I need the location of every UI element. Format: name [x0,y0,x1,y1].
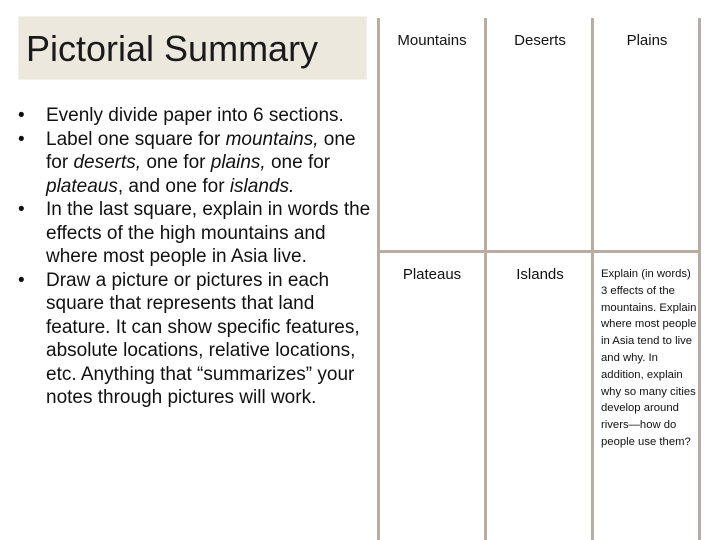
instruction-text: one for [46,128,356,173]
instruction-text: one for [141,152,211,173]
instruction-list [16,104,372,410]
instruction-text: plains, [210,152,266,173]
title-box [18,16,367,80]
instruction-text: islands. [229,175,295,197]
instruction-item [16,269,372,410]
instruction-text: Draw a picture or pictures in each square that represents that land feature. It can show specific features, absolute locations, relative locations, etc. Anything that “summarizes” your notes through pictures will work. [46,269,360,408]
instruction-text: plateaus [46,175,118,197]
instruction-text: Evenly divide paper into 6 sections. [46,105,344,126]
bullet-icon: • [18,269,25,291]
instruction-item [16,128,372,199]
bullet-icon: • [18,105,25,126]
grid-row-divider [377,250,701,253]
cell-label-mountains: Mountains [397,32,467,49]
grid-divider-2 [591,18,594,540]
instruction-text: In the last square, explain in words the effects of the high mountains and where most people in Asia live. [46,199,371,267]
grid-divider-1 [484,18,487,540]
instruction-item [16,198,372,269]
bullet-icon: • [18,199,25,220]
instruction-text: Label one square for [46,128,226,150]
instruction-text: deserts, [73,152,142,173]
cell-label-plains: Plains [626,32,668,49]
cell-label-plateaus: Plateaus [402,266,462,283]
instruction-text: , and one for [117,175,230,197]
cell-label-islands: Islands [516,266,564,283]
instruction-text: one for [265,152,331,173]
page-title: Pictorial Summary [26,28,319,69]
bullet-icon: • [18,128,25,150]
explain-note: Explain (in words) 3 effects of the mountains. Explain where most people in Asia tend to live and why. In addition, explain why so many cities develop around rivers—how do people use them? [601,268,697,448]
cell-label-deserts: Deserts [514,32,566,49]
instruction-item [16,104,372,128]
instruction-text: mountains, [225,128,319,150]
